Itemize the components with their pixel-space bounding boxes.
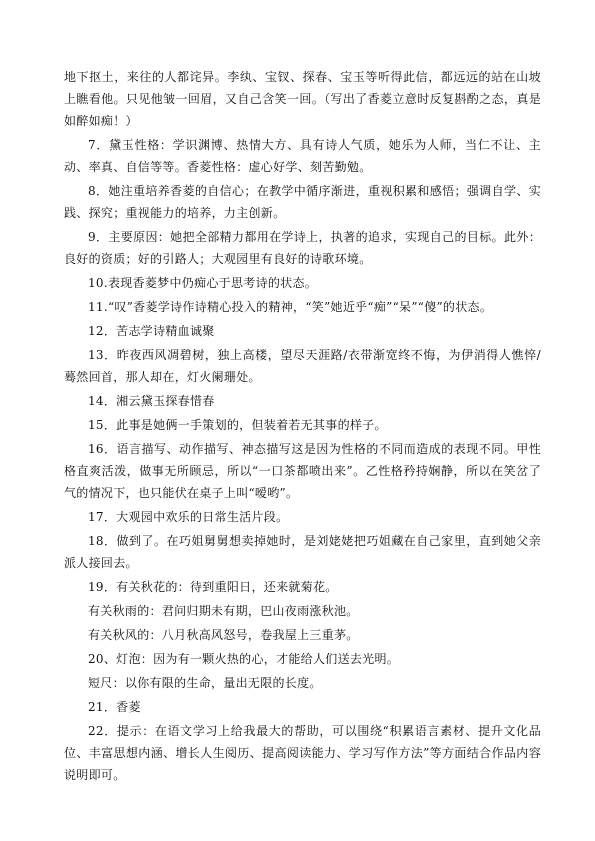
answer-12: 12．苦志学诗精血诚聚 bbox=[88, 324, 215, 338]
answer-10: 10.表现香菱梦中仍痴心于思考诗的状态。 bbox=[88, 276, 318, 290]
answer-19-autumn-wind: 有关秋风的：八月秋高风怒号，卷我屋上三重茅。 bbox=[88, 628, 359, 642]
answer-13: 13．昨夜西风凋碧树，独上高楼，望尽天涯路/衣带渐宽终不悔，为伊消得人憔悴/蓦然回首，那人却在，灯火阑珊处。 bbox=[64, 348, 541, 384]
answer-9: 9．主要原因：她把全部精力都用在学诗上，执著的追求，实现自己的目标。此外：良好的资质；好的引路人；大观园里有良好的诗歌环境。 bbox=[64, 230, 541, 266]
document-body bbox=[64, 66, 541, 788]
answer-15: 15．此事是她俩一手策划的，但装着若无其事的样子。 bbox=[88, 418, 387, 432]
answer-19-autumn-flower: 19．有关秋花的：待到重阳日，还来就菊花。 bbox=[88, 580, 338, 594]
answer-8: 8．她注重培养香菱的自信心；在教学中循序渐进，重视积累和感悟；强调自学、实践、探究；重视能力的培养，力主创新。 bbox=[64, 184, 541, 220]
paragraph-continuation: 地下抠土，来往的人都诧异。李纨、宝钗、探春、宝玉等听得此信，都远远的站在山坡上瞧看他。只见他皱一回眉，又自己含笑一回。（写出了香菱立意时反复斟酌之态，真是如醉如痴！） bbox=[64, 70, 541, 128]
answer-19-autumn-rain: 有关秋雨的：君问归期未有期，巴山夜雨涨秋池。 bbox=[88, 604, 359, 618]
answer-22: 22．提示：在语文学习上给我最大的帮助，可以围绕“积累语言素材、提升文化品位、丰富思想内涵、增长人生阅历、提高阅读能力、学习写作方法”等方面结合作品内容说明即可。 bbox=[64, 724, 541, 782]
answer-11: 11.“叹”香菱学诗作诗精心投入的精神，“笑”她近乎“痴”“呆”“傻”的状态。 bbox=[88, 300, 493, 314]
answer-14: 14．湘云黛玉探春惜春 bbox=[88, 394, 215, 408]
answer-20-bulb: 20、灯泡：因为有一颗火热的心，才能给人们送去光明。 bbox=[88, 652, 400, 666]
answer-18: 18．做到了。在巧姐舅舅想卖掉她时，是刘姥姥把巧姐藏在自己家里，直到她父亲派人接回去。 bbox=[64, 534, 541, 570]
answer-7: 7．黛玉性格：学识渊博、热情大方、具有诗人气质，她乐为人师，当仁不让、主动、率真、自信等等。香菱性格：虚心好学、刻苦勤勉。 bbox=[64, 138, 541, 174]
answer-20-ruler: 短尺：以你有限的生命，量出无限的长度。 bbox=[88, 676, 322, 690]
answer-16: 16．语言描写、动作描写、神态描写这是因为性格的不同而造成的表现不同。甲性格直爽活泼，做事无所顾忌，所以“一口茶都喷出来”。乙性格矜持娴静，所以在笑岔了气的情况下，也只能伏在桌子上叫“嗳哟”。 bbox=[64, 442, 541, 500]
answer-21: 21．香菱 bbox=[88, 700, 141, 714]
answer-17: 17．大观园中欢乐的日常生活片段。 bbox=[88, 510, 289, 524]
